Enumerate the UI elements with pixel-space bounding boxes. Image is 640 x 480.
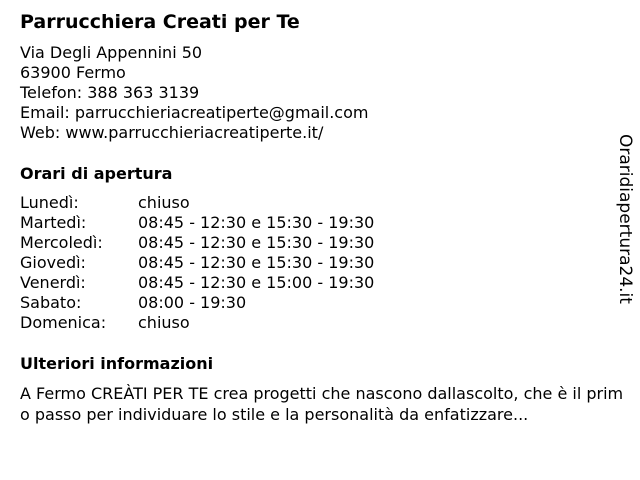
address-line: Via Degli Appennini 50 [20, 43, 203, 62]
hours-time: 08:00 - 19:30 [138, 293, 247, 312]
hours-heading: Orari di apertura [20, 164, 173, 183]
hours-day: Lunedì: [20, 193, 79, 212]
hours-time: 08:45 - 12:30 e 15:30 - 19:30 [138, 233, 375, 252]
city-line: 63900 Fermo [20, 63, 126, 82]
info-heading: Ulteriori informazioni [20, 354, 214, 373]
hours-table [20, 193, 374, 333]
hours-row [20, 313, 374, 333]
hours-time: 08:45 - 12:30 e 15:00 - 19:30 [138, 273, 375, 292]
hours-day: Sabato: [20, 293, 82, 312]
web-line: Web: www.parrucchieriacreatiperte.it/ [20, 123, 324, 142]
watermark [612, 134, 636, 310]
hours-day: Giovedì: [20, 253, 86, 272]
hours-day: Domenica: [20, 313, 107, 332]
hours-time: 08:45 - 12:30 e 15:30 - 19:30 [138, 253, 375, 272]
email-line: Email: parrucchieriacreatiperte@gmail.com [20, 103, 369, 122]
hours-time: chiuso [138, 313, 190, 332]
info-text: A Fermo CREÀTI PER TE crea progetti che nascono dallascolto, che è il primo passo per individuare lo stile e la personalità da enfatizzare... [20, 384, 624, 424]
hours-day: Venerdì: [20, 273, 86, 292]
business-name: Parrucchiera Creati per Te [20, 11, 300, 33]
hours-time: 08:45 - 12:30 e 15:30 - 19:30 [138, 213, 375, 232]
hours-time: chiuso [138, 193, 190, 212]
contact-block [20, 43, 368, 143]
phone-line: Telefon: 388 363 3139 [20, 83, 200, 102]
watermark-text: Oraridiapertura24.it [615, 134, 635, 304]
hours-row [20, 213, 374, 233]
hours-row [20, 193, 374, 213]
hours-row [20, 233, 374, 253]
hours-day: Mercoledì: [20, 233, 103, 252]
hours-row [20, 273, 374, 293]
hours-row [20, 253, 374, 273]
hours-day: Martedì: [20, 213, 87, 232]
hours-row [20, 293, 374, 313]
